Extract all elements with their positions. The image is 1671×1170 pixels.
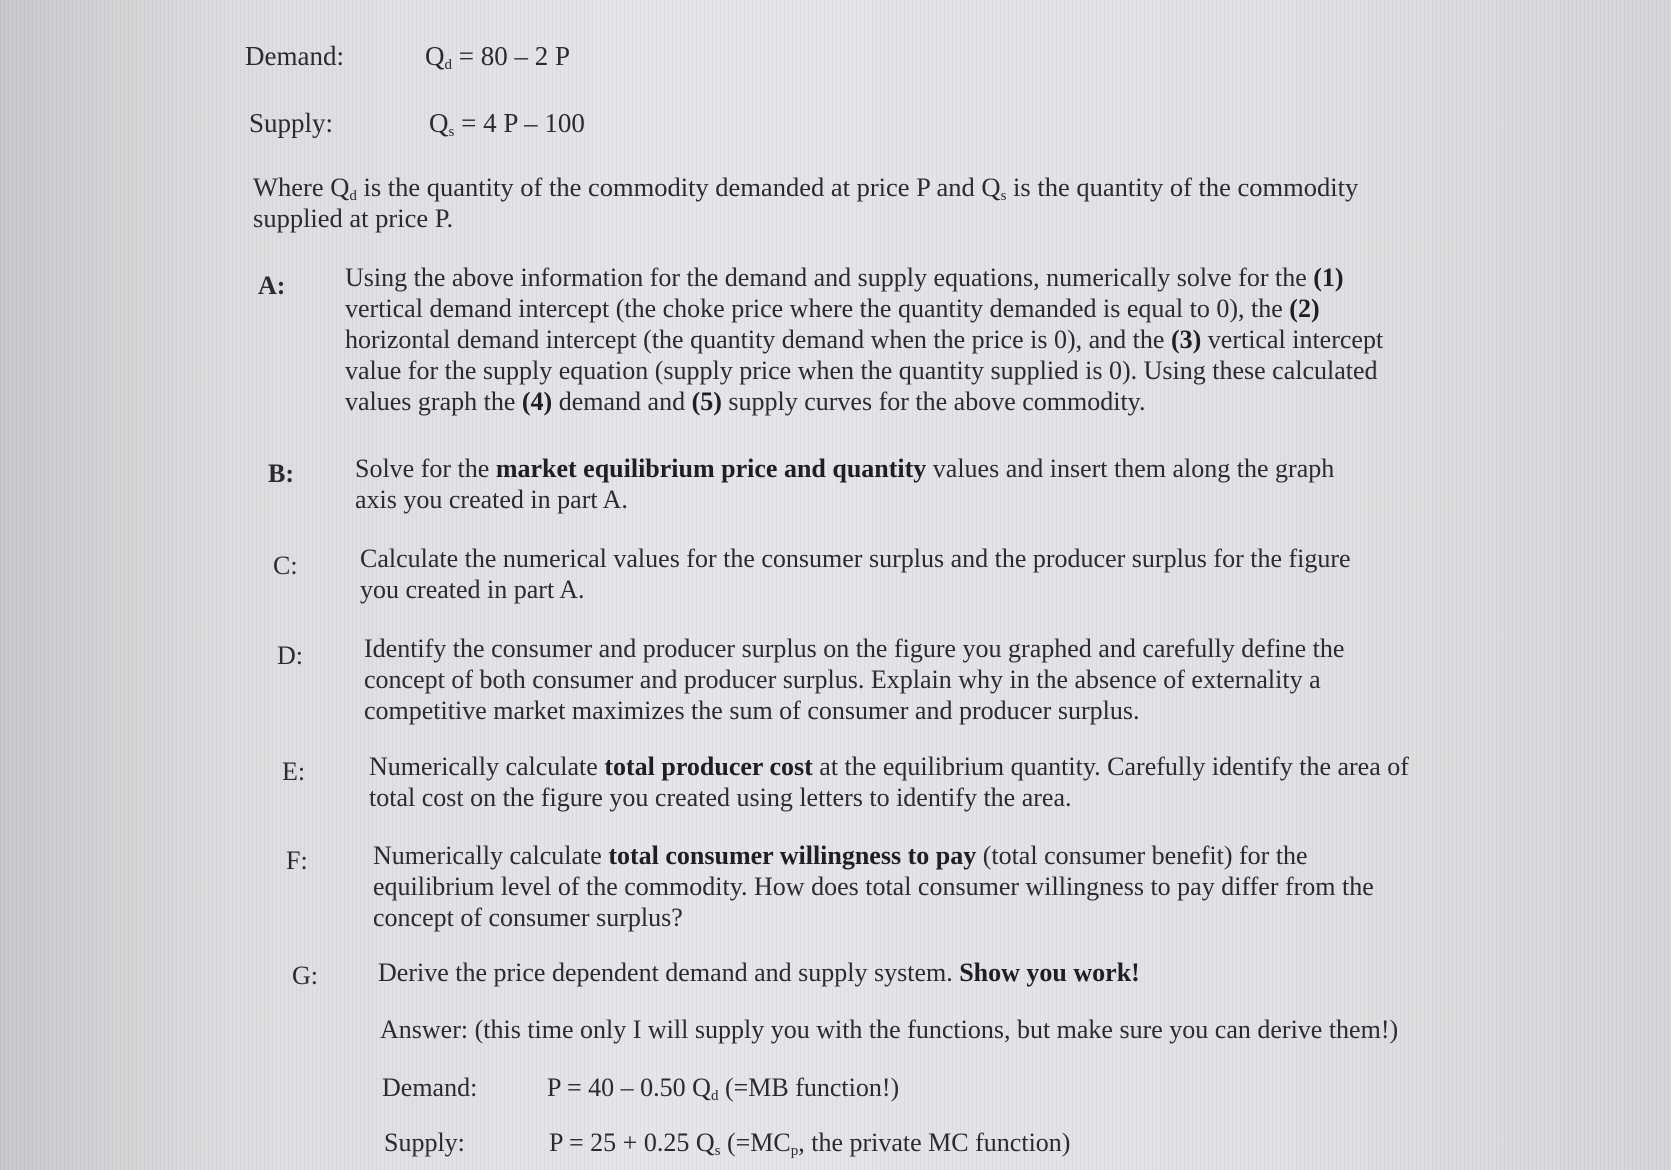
item-a-text: Using the above information for the demand and supply equations, numerically solve for the (1) vertical demand intercept (the choke price where the quantity demanded is equal to 0), the (2) horizontal demand intercept (the quantity demand when the price is 0), and the (3) vertical intercept value for the supply equation (supply price when the quantity supplied is 0). Using these calculated values graph the (4) demand and (5) supply curves for the above commodity.: [345, 263, 1384, 416]
answer-supply-row: [384, 1127, 1070, 1159]
item-a-letter: A:: [258, 271, 286, 300]
supply-equation: $Q_s = 4$ P – 100: [429, 108, 585, 140]
item-g-letter: G:: [292, 961, 318, 990]
item-f-text: Numerically calculate total consumer willingness to pay (total consumer benefit) for the equilibrium level of the commodity. How does total consumer willingness to pay differ from the concept of consumer surplus?: [373, 841, 1374, 932]
item-f-letter: F:: [286, 846, 308, 875]
demand-equation-row: [245, 40, 570, 72]
demand-label: Demand:: [245, 41, 344, 71]
answer-demand-label: Demand:: [382, 1073, 478, 1102]
item-c-letter: C:: [273, 551, 298, 580]
answer-supply-label: Supply:: [384, 1128, 465, 1157]
answer-supply-equation: P = 25 + 0.25 $Q_s$ ($=MC_p$, the private MC function): [549, 1128, 1071, 1159]
intro-paragraph: Where $Q_d$ is the quantity of the commodity demanded at price P and $Q_s$ is the quantity of the commodity supplied at price P.: [253, 172, 1359, 233]
demand-equation: $Q_d = 80 - 2$ P: [425, 41, 570, 73]
answer-demand-equation: P = 40 – 0.50 $Q_d$ (=MB function!): [547, 1073, 900, 1104]
item-e-letter: E:: [282, 757, 306, 786]
item-e-text: Numerically calculate total producer cost at the equilibrium quantity. Carefully identify the area of total cost on the figure you created using letters to identify the area.: [369, 752, 1409, 812]
item-b-text: Solve for the market equilibrium price and quantity values and insert them along the graph axis you created in part A.: [355, 454, 1335, 514]
item-d-text: Identify the consumer and producer surplus on the figure you graphed and carefully define the concept of both consumer and producer surplus. Explain why in the absence of externality a competitive market maximizes the sum of consumer and producer surplus.: [364, 634, 1345, 725]
supply-label: Supply:: [249, 108, 334, 138]
answer-intro: Answer: (this time only I will supply you with the functions, but make sure you can derive them!): [380, 1015, 1399, 1044]
answer-demand-row: [382, 1072, 899, 1104]
item-b-letter: B:: [268, 459, 294, 488]
item-g-text: Derive the price dependent demand and supply system. Show you work!: [378, 958, 1140, 987]
supply-equation-row: [249, 107, 585, 139]
item-c-text: Calculate the numerical values for the consumer surplus and the producer surplus for the figure you created in part A.: [360, 544, 1351, 604]
item-d-letter: D:: [277, 641, 303, 670]
